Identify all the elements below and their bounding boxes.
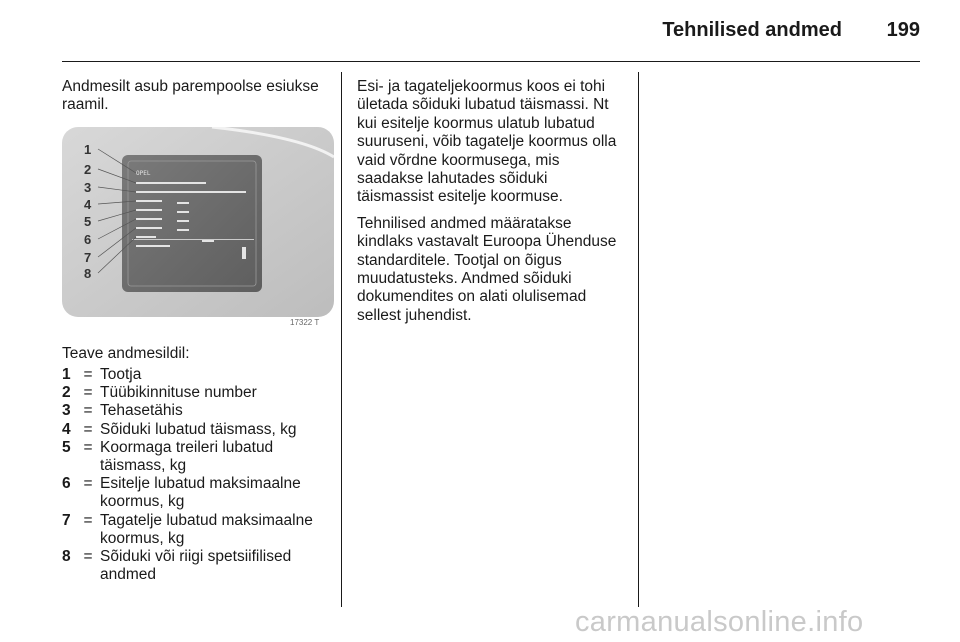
- column-divider-left: [341, 72, 342, 607]
- legend-item: 4 = Sõiduki lubatud täismass, kg: [62, 420, 297, 438]
- legend-item: 3 = Tehasetähis: [62, 402, 183, 420]
- legend-item: 6 = Esitelje lubatud maksimaalne koormus, kg: [62, 475, 301, 511]
- plate-line-1: OPEL: [136, 170, 151, 177]
- legend-title: Teave andmesildil:: [62, 345, 190, 362]
- legend-item: 8 = Sõiduki või riigi spetsiifilised andmed: [62, 548, 292, 584]
- callout-8: 8: [84, 266, 92, 281]
- column-divider-right: [638, 72, 639, 607]
- callout-7: 7: [84, 250, 92, 265]
- callout-1: 1: [84, 142, 92, 157]
- page-header: [0, 0, 960, 62]
- figure-code: 17322 T: [290, 318, 320, 327]
- page-number: 199: [886, 19, 920, 41]
- legend-item: 5 = Koormaga treileri lubatud täismass, kg: [62, 438, 274, 475]
- body-text-column: [357, 78, 627, 333]
- legend-item: 1 = Tootja: [62, 366, 142, 383]
- callout-2: 2: [84, 162, 92, 177]
- watermark: carmanualsonline.info: [575, 606, 864, 638]
- header-rule: [62, 61, 920, 62]
- section-title: Tehnilised andmed: [662, 19, 842, 41]
- data-plate-illustration: [62, 127, 334, 332]
- intro-text: Andmesilt asub parempoolse esiukse raamil.: [62, 78, 319, 114]
- legend-item: 2 = Tüübikinnituse number: [62, 384, 257, 402]
- callout-5: 5: [84, 214, 92, 229]
- legend-item: 7 = Tagatelje lubatud maksimaalne koormus, kg: [62, 511, 313, 547]
- legend-list: [62, 366, 337, 584]
- data-plate-figure: [62, 127, 334, 332]
- paragraph-axle-load: Esi- ja tagateljekoormus koos ei tohi ületada sõiduki lubatud täismassi. Nt kui esitelje koormus ulatub lubatud suuruseni, võib tagatelje koormus olla vaid võrdne koormusega, mis saadakse lahutades sõiduki täismassist esitelje koormuse.: [357, 78, 617, 206]
- paragraph-standards: Tehnilised andmed määratakse kindlaks vastavalt Euroopa Ühenduse standarditele. Tootjal on õigus muudatusteks. Andmed sõiduki dokumendites on alati olulisemad sellest juhendist.: [357, 214, 617, 324]
- callout-6: 6: [84, 232, 92, 247]
- callout-3: 3: [84, 180, 92, 195]
- callout-4: 4: [84, 197, 92, 212]
